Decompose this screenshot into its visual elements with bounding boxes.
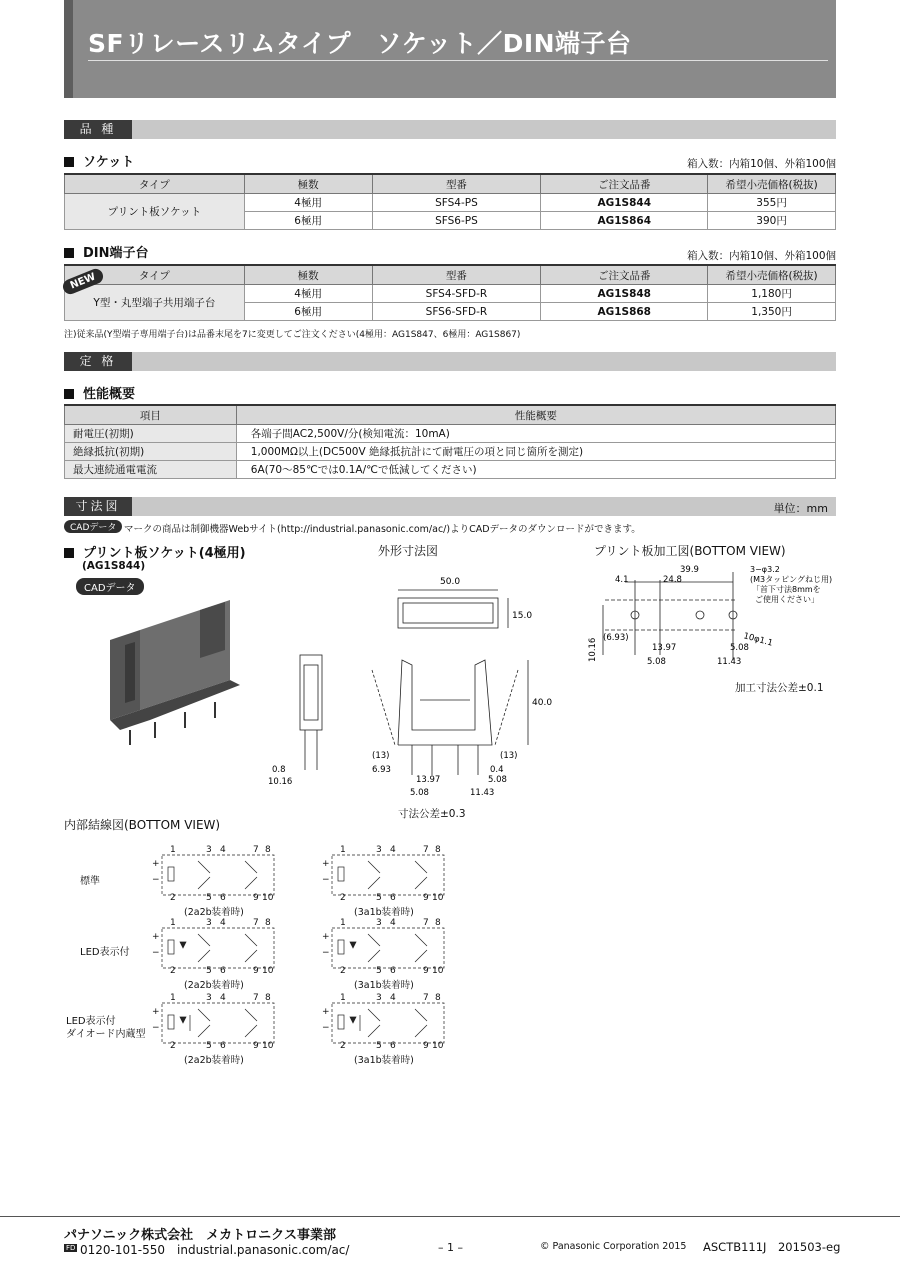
pin-3: 3 <box>206 918 212 928</box>
col-price: 希望小売価格(税抜) <box>708 265 836 285</box>
cad-note: マークの商品は制御機器Webサイト(http://industrial.panasonic.com/ac/)よりCADデータのダウンロードができます。 <box>124 524 641 535</box>
pin-10: 10 <box>432 1041 444 1051</box>
value-cell: 1,000MΩ以上(DC500V 絶縁抵抗計にて耐電圧の項と同じ箇所を測定) <box>236 443 835 461</box>
wiring-diagram <box>320 845 450 918</box>
plus-sign: + <box>322 1007 330 1017</box>
pin-10: 10 <box>262 893 274 903</box>
dim-508b: 5.08 <box>488 775 507 785</box>
socket-type: プリント板ソケット <box>65 194 245 230</box>
pcb-hole-note3: ご使用ください」 <box>755 595 819 604</box>
pin-6: 6 <box>390 966 396 976</box>
item-cell: 絶縁抵抗(初期) <box>65 443 237 461</box>
pcb-1143: 11.43 <box>717 657 742 667</box>
plus-sign: + <box>152 859 160 869</box>
col-type: タイプ <box>65 174 245 194</box>
table-row <box>65 194 836 212</box>
minus-sign: − <box>152 1023 160 1033</box>
pin-9: 9 <box>423 893 429 903</box>
pin-5: 5 <box>206 966 212 976</box>
outline-drawing <box>260 570 560 810</box>
dim-08: 0.8 <box>272 765 286 775</box>
pin-4: 4 <box>390 845 396 855</box>
wiring-diagram <box>320 918 450 991</box>
col-item: 項目 <box>65 405 237 425</box>
copyright: © Panasonic Corporation 2015 <box>540 1241 687 1252</box>
dim-13b: (13) <box>500 751 518 761</box>
pin-7: 7 <box>423 918 429 928</box>
pin-9: 9 <box>423 966 429 976</box>
pin-6: 6 <box>390 893 396 903</box>
wiring-diagram <box>150 993 280 1066</box>
pin-10: 10 <box>262 1041 274 1051</box>
socket-image <box>100 590 250 750</box>
performance-table-header <box>65 405 836 425</box>
wiring-diagram <box>150 845 280 918</box>
din-heading: DIN端子台 <box>64 242 149 261</box>
caption: (3a1b装着時) <box>354 980 414 991</box>
pin-1: 1 <box>340 845 346 855</box>
col-model: 型番 <box>372 265 541 285</box>
wiring-label-diode-1: LED表示付 <box>66 1016 116 1027</box>
pin-10: 10 <box>432 966 444 976</box>
socket-box-note: 箱入数：内箱10個、外箱100個 <box>687 158 836 170</box>
price-cell: 355円 <box>708 194 836 212</box>
col-value: 性能概要 <box>236 405 835 425</box>
table-row <box>65 425 836 443</box>
pcb-693: (6.93) <box>603 633 629 643</box>
price-cell: 1,350円 <box>708 303 836 321</box>
din-table <box>64 264 836 321</box>
pin-1: 1 <box>340 993 346 1003</box>
pin-5: 5 <box>376 893 382 903</box>
din-note: 注)従来品(Y型端子専用端子台)は品番末尾を7に変更してご注文ください(4極用：AG1S847、6極用：AG1S867) <box>64 330 521 340</box>
pin-2: 2 <box>170 1041 176 1051</box>
pin-3: 3 <box>376 918 382 928</box>
value-cell: 6A(70～85℃では0.1A/℃で低減してください) <box>236 461 835 479</box>
pcb-1016: 10.16 <box>588 637 598 662</box>
model-cell: SFS4-PS <box>372 194 541 212</box>
plus-sign: + <box>152 1007 160 1017</box>
pin-9: 9 <box>253 893 259 903</box>
order-cell: AG1S868 <box>541 303 708 321</box>
outline-tolerance: 寸法公差±0.3 <box>398 808 466 820</box>
caption: (3a1b装着時) <box>354 907 414 918</box>
table-row <box>65 285 836 303</box>
price-cell: 1,180円 <box>708 285 836 303</box>
pcb-hole-note1: (M3タッピングねじ用) <box>750 575 833 584</box>
pin-7: 7 <box>423 993 429 1003</box>
pcb-248: 24.8 <box>663 575 682 585</box>
pin-3: 3 <box>376 993 382 1003</box>
pin-4: 4 <box>220 918 226 928</box>
din-table-header <box>65 265 836 285</box>
col-poles: 極数 <box>244 174 372 194</box>
pin-9: 9 <box>253 1041 259 1051</box>
footer-contact: 0120-101-550 industrial.panasonic.com/ac/ <box>80 1243 350 1257</box>
model-cell: SFS6-PS <box>372 212 541 230</box>
dim-1016: 10.16 <box>268 777 293 787</box>
pin-4: 4 <box>220 845 226 855</box>
doc-number: ASCTB111J 201503-eg <box>703 1240 841 1254</box>
pcb-41: 4.1 <box>615 575 629 585</box>
socket-table-header <box>65 174 836 194</box>
value-cell: 各端子間AC2,500V/分(検知電流：10mA) <box>236 425 835 443</box>
col-order: ご注文品番 <box>541 174 708 194</box>
title-rule <box>88 60 828 61</box>
performance-heading: 性能概要 <box>64 383 135 402</box>
outline-title: 外形寸法図 <box>378 544 439 558</box>
poles-cell: 4極用 <box>244 285 372 303</box>
pin-9: 9 <box>423 1041 429 1051</box>
pin-2: 2 <box>170 966 176 976</box>
din-type: Y型・丸型端子共用端子台 <box>65 285 245 321</box>
pin-4: 4 <box>220 993 226 1003</box>
model-cell: SFS4-SFD-R <box>372 285 541 303</box>
page-number: – 1 – <box>438 1241 463 1254</box>
pin-6: 6 <box>220 893 226 903</box>
pin-4: 4 <box>390 993 396 1003</box>
pin-5: 5 <box>206 893 212 903</box>
new-badge: NEW <box>61 267 106 297</box>
pin-8: 8 <box>265 918 271 928</box>
table-row <box>65 443 836 461</box>
pin-10: 10 <box>432 893 444 903</box>
price-cell: 390円 <box>708 212 836 230</box>
pin-8: 8 <box>435 845 441 855</box>
order-cell: AG1S844 <box>541 194 708 212</box>
order-cell: AG1S864 <box>541 212 708 230</box>
section-ratings-label: 定 格 <box>64 352 132 371</box>
pin-2: 2 <box>340 966 346 976</box>
dim-13a: (13) <box>372 751 390 761</box>
poles-cell: 4極用 <box>244 194 372 212</box>
col-order: ご注文品番 <box>541 265 708 285</box>
pin-8: 8 <box>265 993 271 1003</box>
pin-2: 2 <box>170 893 176 903</box>
pin-5: 5 <box>376 966 382 976</box>
dim-693: 6.93 <box>372 765 391 775</box>
pcb-hole-note2: 「首下寸法8mmを <box>752 585 821 594</box>
plus-sign: + <box>322 932 330 942</box>
section-ratings <box>64 352 836 371</box>
pin-6: 6 <box>220 1041 226 1051</box>
pcb-508b: 5.08 <box>730 643 749 653</box>
pcb-1397: 13.97 <box>652 643 677 653</box>
table-row <box>65 461 836 479</box>
poles-cell: 6極用 <box>244 212 372 230</box>
pin-2: 2 <box>340 893 346 903</box>
pcb-399: 39.9 <box>680 565 699 575</box>
dim-depth: 15.0 <box>512 611 533 621</box>
performance-table <box>64 404 836 479</box>
unit-label: 単位：mm <box>773 502 828 515</box>
pin-5: 5 <box>376 1041 382 1051</box>
pin-7: 7 <box>253 918 259 928</box>
pin-7: 7 <box>423 845 429 855</box>
pin-4: 4 <box>390 918 396 928</box>
dim-1143: 11.43 <box>470 788 495 798</box>
product-code: (AG1S844) <box>82 560 146 572</box>
pcb-tolerance: 加工寸法公差±0.1 <box>735 682 824 694</box>
pin-8: 8 <box>435 918 441 928</box>
page-title: SFリレースリムタイプ ソケット／DIN端子台 <box>88 29 632 58</box>
section-types <box>64 120 836 139</box>
pcb-508a: 5.08 <box>647 657 666 667</box>
pin-1: 1 <box>170 845 176 855</box>
col-model: 型番 <box>372 174 541 194</box>
pin-7: 7 <box>253 845 259 855</box>
pin-8: 8 <box>435 993 441 1003</box>
pin-3: 3 <box>206 845 212 855</box>
caption: (2a2b装着時) <box>184 980 244 991</box>
pin-6: 6 <box>220 966 226 976</box>
section-dimensions-label: 寸法図 <box>64 497 132 516</box>
col-poles: 極数 <box>244 265 372 285</box>
caption: (2a2b装着時) <box>184 907 244 918</box>
pin-6: 6 <box>390 1041 396 1051</box>
item-cell: 耐電圧(初期) <box>65 425 237 443</box>
pin-1: 1 <box>170 993 176 1003</box>
footer-company: パナソニック株式会社 メカトロニクス事業部 <box>64 1228 336 1243</box>
free-dial-icon: FD <box>66 1244 76 1252</box>
pin-10: 10 <box>262 966 274 976</box>
pin-9: 9 <box>253 966 259 976</box>
item-cell: 最大連続通電電流 <box>65 461 237 479</box>
cad-data-button[interactable]: CADデータ <box>76 578 144 595</box>
minus-sign: − <box>152 875 160 885</box>
wiring-label-led: LED表示付 <box>80 947 130 958</box>
socket-heading: ソケット <box>64 151 134 170</box>
pin-1: 1 <box>170 918 176 928</box>
minus-sign: − <box>322 875 330 885</box>
plus-sign: + <box>322 859 330 869</box>
socket-table <box>64 173 836 230</box>
section-types-label: 品 種 <box>64 120 132 139</box>
pin-5: 5 <box>206 1041 212 1051</box>
pin-2: 2 <box>340 1041 346 1051</box>
minus-sign: − <box>322 948 330 958</box>
pcb-drawing <box>585 560 845 680</box>
dim-04: 0.4 <box>490 765 504 775</box>
pcb-title: プリント板加工図(BOTTOM VIEW) <box>594 544 786 558</box>
col-type: タイプ <box>65 265 245 285</box>
wiring-diagram <box>150 918 280 991</box>
pin-1: 1 <box>340 918 346 928</box>
wiring-label-standard: 標準 <box>80 876 100 887</box>
col-price: 希望小売価格(税抜) <box>708 174 836 194</box>
caption: (3a1b装着時) <box>354 1055 414 1066</box>
pin-3: 3 <box>376 845 382 855</box>
minus-sign: − <box>322 1023 330 1033</box>
wiring-label-diode-2: ダイオード内蔵型 <box>66 1029 146 1040</box>
order-cell: AG1S848 <box>541 285 708 303</box>
caption: (2a2b装着時) <box>184 1055 244 1066</box>
footer-rule <box>0 1216 900 1217</box>
product-heading: プリント板ソケット(4極用) <box>64 542 246 561</box>
minus-sign: − <box>152 948 160 958</box>
title-accent <box>64 0 73 98</box>
wiring-title: 内部結線図(BOTTOM VIEW) <box>64 818 221 832</box>
model-cell: SFS6-SFD-R <box>372 303 541 321</box>
dim-height: 40.0 <box>532 698 553 708</box>
cad-badge: CADデータ <box>64 520 122 533</box>
pin-3: 3 <box>206 993 212 1003</box>
pin-8: 8 <box>265 845 271 855</box>
dim-width: 50.0 <box>440 577 461 587</box>
dim-508a: 5.08 <box>410 788 429 798</box>
dim-1397: 13.97 <box>416 775 441 785</box>
wiring-diagram <box>320 993 450 1066</box>
poles-cell: 6極用 <box>244 303 372 321</box>
section-dimensions <box>64 497 836 516</box>
pcb-hole: 3−φ3.2 <box>750 565 780 574</box>
pin-7: 7 <box>253 993 259 1003</box>
din-box-note: 箱入数：内箱10個、外箱100個 <box>687 250 836 262</box>
pcb-10phi: 10φ1.1 <box>742 631 774 649</box>
plus-sign: + <box>152 932 160 942</box>
